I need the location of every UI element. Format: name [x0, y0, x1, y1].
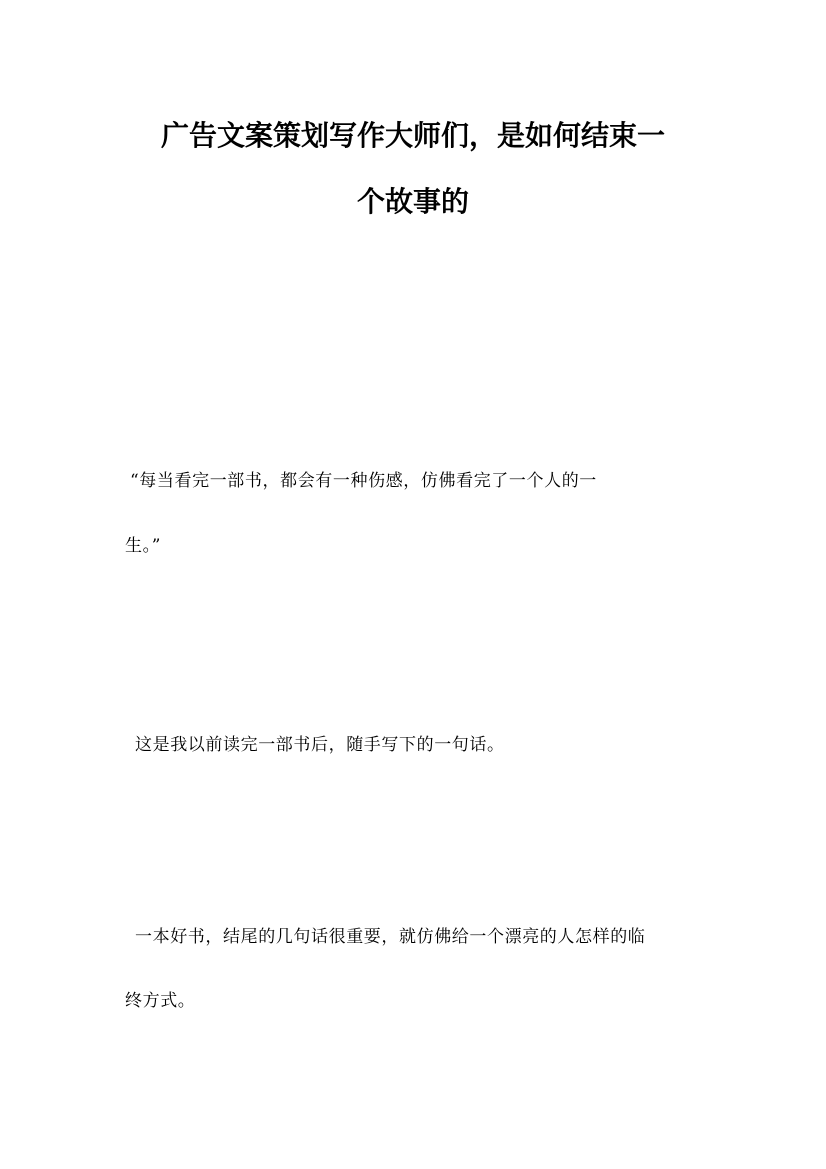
paragraph-2-line-1: 这是我以前读完一部书后，随手写下的一句话。: [135, 735, 505, 755]
paragraph-1-line-2: 生。”: [125, 536, 161, 556]
document-title-line-2: 个故事的: [356, 185, 469, 218]
paragraph-3-line-1: 一本好书，结尾的几句话很重要，就仿佛给一个漂亮的人怎样的临: [135, 927, 646, 947]
paragraph-3-line-2: 终方式。: [125, 991, 196, 1011]
document-title-line-1: 广告文案策划写作大师们，是如何结束一: [160, 119, 665, 152]
paragraph-1-line-1: “每当看完一部书，都会有一种伤感，仿佛看完了一个人的一: [130, 471, 597, 491]
